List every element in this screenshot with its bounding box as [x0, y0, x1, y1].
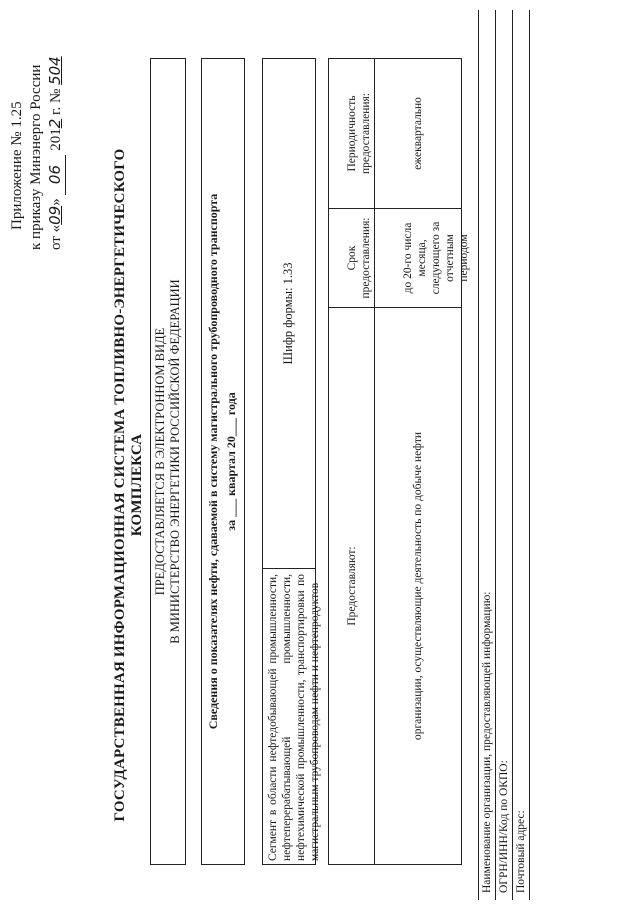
footer-rule-2 [495, 10, 496, 900]
date-year-prefix: 201 [48, 128, 64, 151]
info-table [328, 58, 470, 865]
date-day: 09 [46, 205, 64, 225]
system-title: ГОСУДАРСТВЕННАЯ ИНФОРМАЦИОННАЯ СИСТЕМА ТОПЛИВНО-ЭНЕРГЕТИЧЕСКОГО КОМПЛЕКСА [112, 148, 145, 822]
footer-address: Почтовый адрес: [515, 810, 527, 893]
submission-line1: ПРЕДОСТАВЛЯЕТСЯ В ЭЛЕКТРОННОМ ВИДЕ [153, 327, 167, 596]
cell-provider: организации, осуществляющие деятельность по добыче нефти [412, 431, 424, 741]
footer-org-name: Наименование организации, предоставляющей информацию: [481, 591, 493, 893]
report-period: за ___ квартал 20___ года [224, 392, 238, 531]
annex-block [8, 5, 66, 250]
date-mid: » [48, 198, 64, 206]
annex-title: Приложение № 1.25 [9, 101, 25, 230]
segment-box [262, 58, 321, 865]
order-number: 504 [46, 56, 64, 85]
report-title: Сведения о показателях нефти, сдаваемой в систему магистрального трубопроводного транспорта [206, 193, 220, 730]
date-month: 06 [46, 155, 66, 195]
date-year-digit: 2 [46, 118, 64, 129]
submission-box [150, 58, 186, 865]
submission-line2: В МИНИСТЕРСТВО ЭНЕРГЕТИКИ РОССИЙСКОЙ ФЕДЕРАЦИИ [168, 279, 182, 644]
footer-rule-3 [512, 10, 513, 900]
form-code: Шифр формы: 1.33 [281, 262, 295, 365]
segment-text: Сегмент в области нефтедобывающей промышленности, нефтеперерабатывающей промышленности, нефтехимической промышленности, транспортировки по магистральным трубопроводам нефти и нефтепродуктов [267, 574, 321, 861]
table-header-separator [374, 59, 375, 864]
cell-frequency: ежеквартально [412, 97, 424, 170]
footer-top-rule [478, 10, 479, 900]
header-provider: Предоставляют: [346, 546, 358, 626]
segment-divider [263, 568, 315, 569]
footer-rule-4 [529, 10, 530, 900]
annex-order-line: к приказу Минэнерго России [28, 64, 44, 250]
annex-date-line [46, 5, 66, 250]
cell-deadline: до 20-го числа месяца, следующего за отчетным периодом [402, 221, 470, 295]
header-frequency: Периодичность предоставления: [346, 92, 372, 175]
header-deadline: Срок предоставления: [346, 217, 372, 299]
report-box [201, 58, 245, 865]
footer-ogrn: ОГРН/ИНН/Код по ОКПО: [498, 760, 510, 893]
date-prefix: от « [48, 224, 64, 250]
date-year-suffix: г. № [48, 88, 64, 119]
